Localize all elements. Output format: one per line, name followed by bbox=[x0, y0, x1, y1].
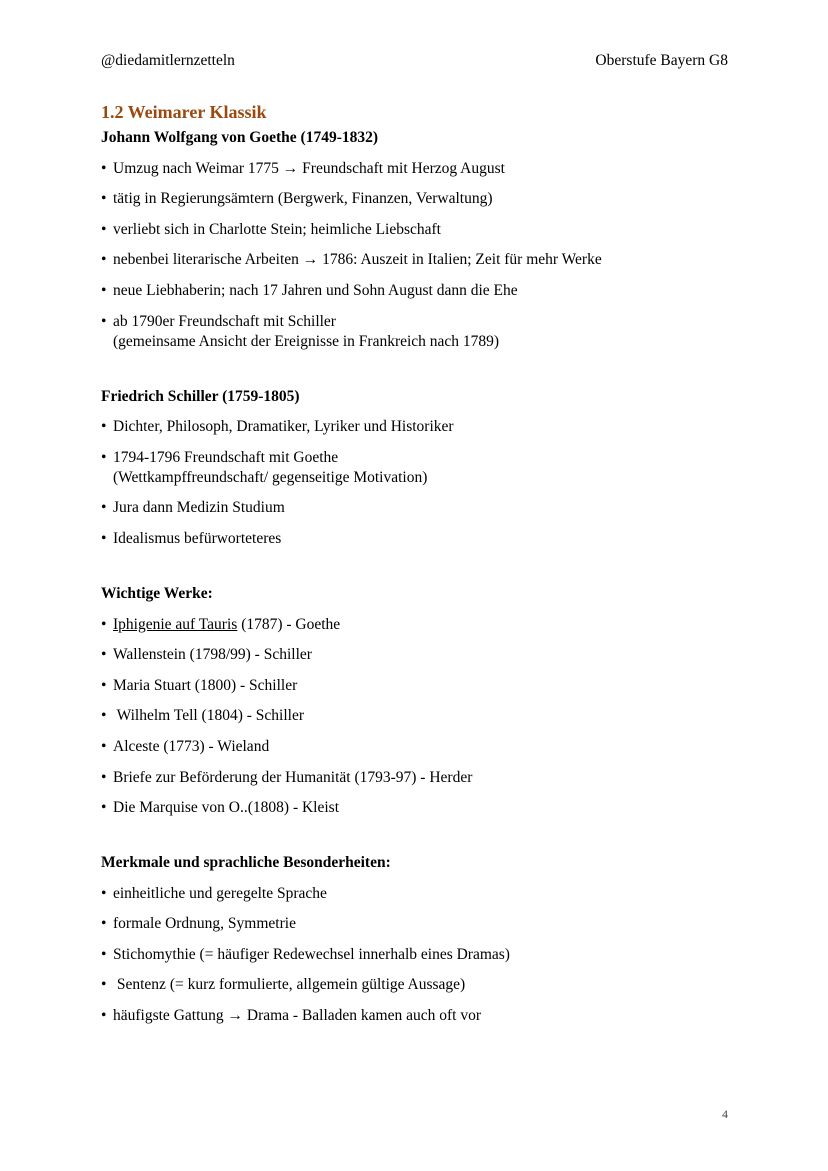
list-features bbox=[101, 884, 741, 1026]
section-works bbox=[101, 584, 741, 818]
list-goethe bbox=[101, 159, 741, 352]
list-item: • Maria Stuart (1800) - Schiller bbox=[101, 676, 741, 696]
section-features bbox=[101, 853, 741, 1026]
section-title-works: Wichtige Werke: bbox=[101, 584, 213, 602]
list-item-continuation: (Wettkampffreundschaft/ gegenseitige Motivation) bbox=[113, 468, 428, 486]
list-item: • Alceste (1773) - Wieland bbox=[101, 737, 741, 757]
list-item: • Wallenstein (1798/99) - Schiller bbox=[101, 645, 741, 665]
list-item: • verliebt sich in Charlotte Stein; heimliche Liebschaft bbox=[101, 220, 741, 240]
list-item: • Jura dann Medizin Studium bbox=[101, 498, 741, 518]
list-item: • nebenbei literarische Arbeiten → 1786: Auszeit in Italien; Zeit für mehr Werke bbox=[101, 250, 741, 270]
list-item: • neue Liebhaberin; nach 17 Jahren und Sohn August dann die Ehe bbox=[101, 281, 741, 301]
header-course: Oberstufe Bayern G8 bbox=[595, 52, 728, 69]
list-schiller bbox=[101, 417, 741, 549]
list-item: • Stichomythie (= häufiger Redewechsel innerhalb eines Dramas) bbox=[101, 945, 741, 965]
list-item: • Die Marquise von O..(1808) - Kleist bbox=[101, 798, 741, 818]
list-item: • häufigste Gattung → Drama - Balladen kamen auch oft vor bbox=[101, 1006, 741, 1026]
list-item: • Wilhelm Tell (1804) - Schiller bbox=[101, 706, 741, 726]
list-item: • Briefe zur Beförderung der Humanität (1793-97) - Herder bbox=[101, 768, 741, 788]
list-item-text: ab 1790er Freundschaft mit Schiller bbox=[113, 312, 336, 330]
list-item: • einheitliche und geregelte Sprache bbox=[101, 884, 741, 904]
list-item: • tätig in Regierungsämtern (Bergwerk, Finanzen, Verwaltung) bbox=[101, 189, 741, 209]
chapter-title: 1.2 Weimarer Klassik bbox=[101, 102, 267, 122]
section-title-schiller: Friedrich Schiller (1759-1805) bbox=[101, 387, 300, 405]
list-item: • Dichter, Philosoph, Dramatiker, Lyriker und Historiker bbox=[101, 417, 741, 437]
list-item bbox=[101, 312, 741, 352]
section-goethe bbox=[101, 128, 741, 352]
section-title-goethe: Johann Wolfgang von Goethe (1749-1832) bbox=[101, 129, 379, 146]
list-item: • Idealismus befürworteteres bbox=[101, 529, 741, 549]
list-item bbox=[101, 448, 741, 488]
page-number: 4 bbox=[722, 1107, 728, 1121]
list-item: • Umzug nach Weimar 1775 → Freundschaft mit Herzog August bbox=[101, 159, 741, 179]
list-item-text: 1794-1796 Freundschaft mit Goethe bbox=[113, 448, 339, 466]
list-item: • formale Ordnung, Symmetrie bbox=[101, 914, 741, 934]
document-body bbox=[101, 100, 741, 1026]
list-item: • Sentenz (= kurz formulierte, allgemein gültige Aussage) bbox=[101, 975, 741, 995]
list-item bbox=[101, 615, 741, 635]
work-title-underlined: Iphigenie auf Tauris bbox=[113, 615, 238, 633]
header-handle: @diedamitlernzetteln bbox=[101, 52, 235, 69]
work-details: (1787) - Goethe bbox=[237, 615, 341, 633]
list-item-continuation: (gemeinsame Ansicht der Ereignisse in Frankreich nach 1789) bbox=[113, 332, 500, 350]
list-works bbox=[101, 615, 741, 819]
section-title-features: Merkmale und sprachliche Besonderheiten: bbox=[101, 854, 391, 872]
section-schiller bbox=[101, 387, 741, 549]
